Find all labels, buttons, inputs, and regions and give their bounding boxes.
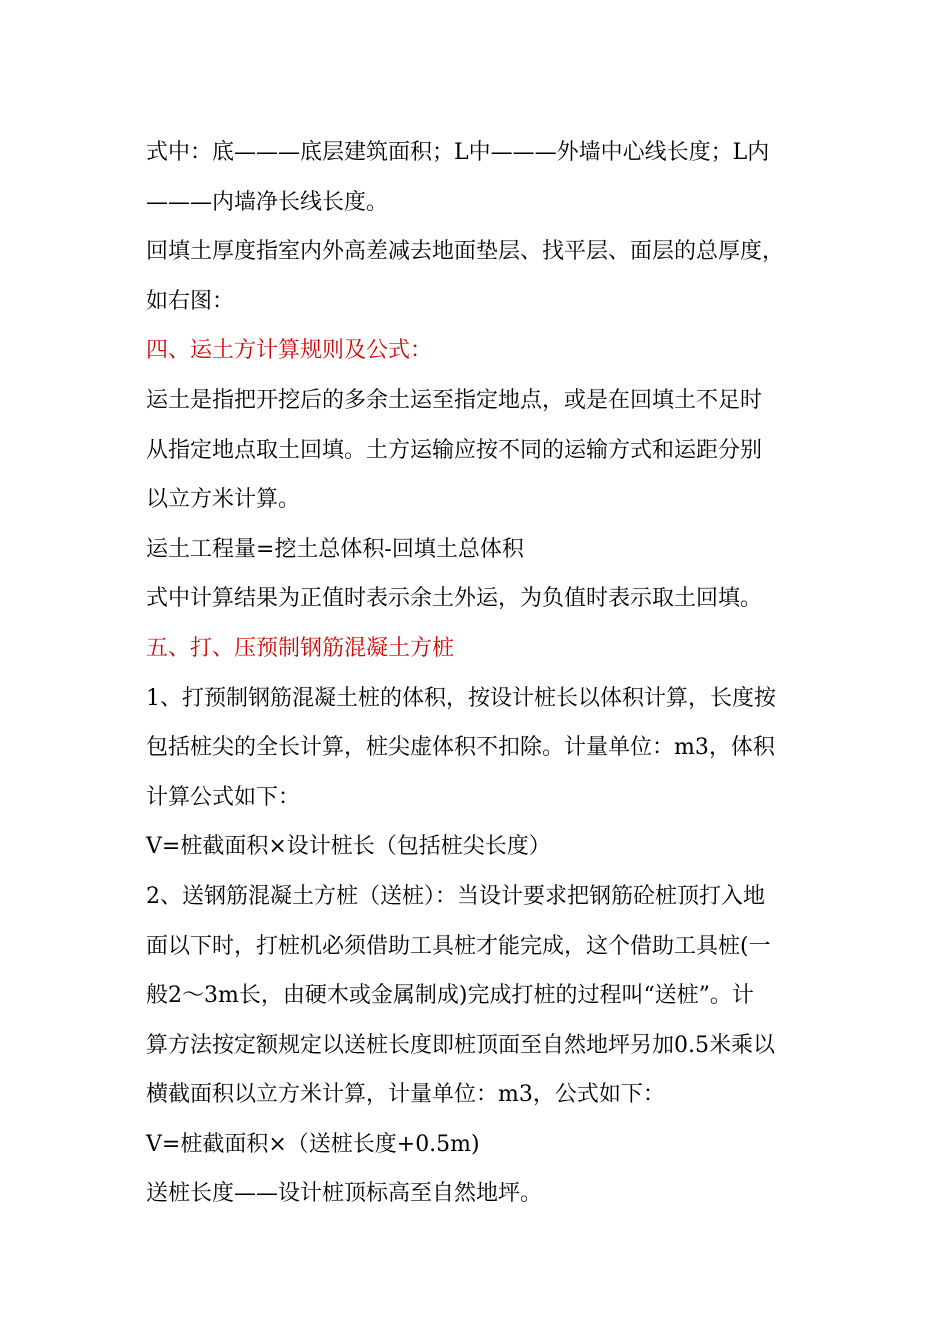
formula-line: 运土工程量=挖土总体积-回填土总体积 — [146, 536, 524, 562]
section-heading: 五、打、压预制钢筋混凝土方桩 — [146, 635, 455, 661]
paragraph-line: 以立方米计算。 — [146, 487, 301, 513]
formula-line: V=桩截面积×设计桩长（包括桩尖长度） — [146, 834, 551, 860]
paragraph-line: 般2～3m长，由硬木或金属制成)完成打桩的过程叫“送桩”。计 — [146, 983, 754, 1009]
paragraph-line: 横截面积以立方米计算，计量单位：m3，公式如下： — [146, 1082, 665, 1108]
paragraph-line: 回填土厚度指室内外高差减去地面垫层、找平层、面层的总厚度， — [146, 239, 785, 265]
paragraph-line: 如右图： — [146, 288, 235, 314]
paragraph-line: 计算公式如下： — [146, 784, 301, 810]
paragraph-line: 2、送钢筋混凝土方桩（送桩）：当设计要求把钢筋砼桩顶打入地 — [146, 883, 765, 909]
paragraph-line: 包括桩尖的全长计算，桩尖虚体积不扣除。计量单位：m3，体积 — [146, 735, 775, 761]
paragraph-line: 式中计算结果为正值时表示余土外运，为负值时表示取土回填。 — [146, 586, 763, 612]
paragraph-line: 式中：底———底层建筑面积；L中———外墙中心线长度；L内 — [146, 140, 770, 165]
paragraph-line: ———内墙净长线长度。 — [146, 189, 389, 215]
section-heading: 四、运土方计算规则及公式： — [146, 338, 433, 364]
paragraph-line: 运土是指把开挖后的多余土运至指定地点，或是在回填土不足时 — [146, 387, 763, 413]
document-page — [146, 128, 846, 1219]
paragraph-line: 1、打预制钢筋混凝土桩的体积，按设计桩长以体积计算，长度按 — [146, 685, 776, 711]
paragraph-line: 面以下时，打桩机必须借助工具桩才能完成，这个借助工具桩(一 — [146, 933, 771, 959]
formula-line: V=桩截面积×（送桩长度+0.5m) — [146, 1131, 480, 1157]
paragraph-line: 算方法按定额规定以送桩长度即桩顶面至自然地坪另加0.5米乘以 — [146, 1032, 775, 1058]
paragraph-line: 送桩长度——设计桩顶标高至自然地坪。 — [146, 1181, 543, 1207]
paragraph-line: 从指定地点取土回填。土方运输应按不同的运输方式和运距分别 — [146, 437, 763, 463]
